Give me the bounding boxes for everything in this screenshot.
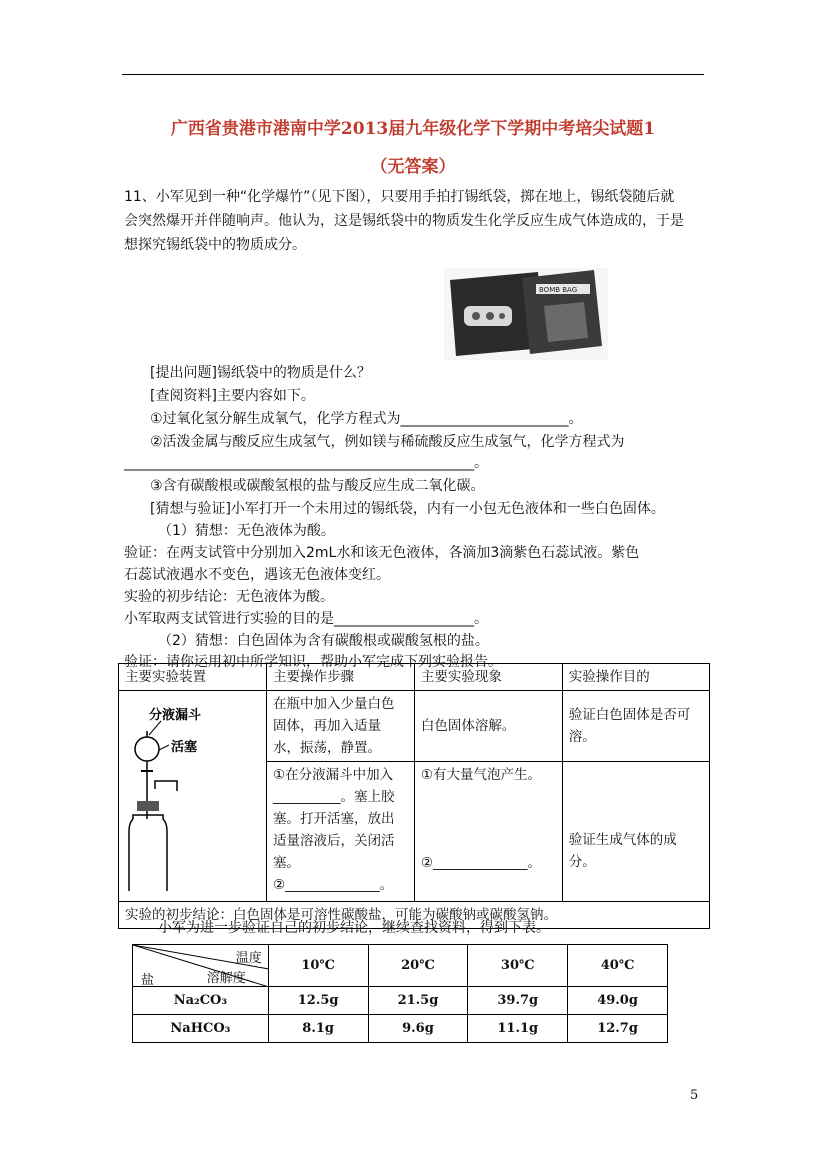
table-row <box>133 1015 668 1043</box>
row2-purpose: 验证生成气体的成分。 <box>562 762 709 902</box>
hypothesis-1: （1）猜想：无色液体为酸。 <box>158 523 335 539</box>
solubility-table <box>132 944 668 1043</box>
verify-2-intro: 验证：请你运用初中所学知识，帮助小军完成下列实验报告。 <box>124 654 502 670</box>
value-cell: 49.0g <box>568 987 668 1015</box>
salt-nahco3: NaHCO₃ <box>133 1015 269 1043</box>
firecracker-photo <box>444 268 608 360</box>
value-cell: 9.6g <box>368 1015 468 1043</box>
row1-step: 在瓶中加入少量白色固体，再加入适量水，振荡，静置。 <box>266 691 414 762</box>
hypothesis-heading: [猜想与验证]小军打开一个未用过的锡纸袋，内有一小包无色液体和一些白色固体。 <box>150 501 665 517</box>
funnel-label: 分液漏斗 <box>149 708 202 723</box>
table-row <box>133 987 668 1015</box>
page-title: 广西省贵港市港南中学2013届九年级化学下学期中考培尖试题1 <box>170 119 656 139</box>
reference-item-2-blank: __________________________________________________。 <box>124 455 488 471</box>
row2-phenomenon-cell <box>414 762 562 902</box>
header-apparatus: 主要实验装置 <box>119 664 267 691</box>
row2-phenomenon-1: ①有大量气泡产生。 <box>420 767 541 783</box>
intro-line-1: 11、小军见到一种“化学爆竹”（见下图），只要用手拍打锡纸袋，掷在地上，锡纸袋随后就 <box>124 189 675 205</box>
intro-line-3: 想探究锡纸袋中的物质成分。 <box>124 237 306 253</box>
intro-line-2: 会突然爆开并伴随响声。他认为，这是锡纸袋中的物质发生化学反应生成气体造成的，于是 <box>124 213 684 229</box>
temp-30: 30℃ <box>468 945 568 987</box>
corner-salt-label: 盐 <box>141 973 155 988</box>
reference-item-3: ③含有碳酸根或碳酸氢根的盐与酸反应生成二氧化碳。 <box>150 478 485 494</box>
temp-40: 40℃ <box>568 945 668 987</box>
separatory-funnel-apparatus <box>119 691 265 891</box>
verify-1-line-2: 石蕊试液遇水不变色，遇该无色液体变红。 <box>124 567 390 583</box>
reference-item-1: ①过氧化氢分解生成氧气，化学方程式为________________________。 <box>150 411 583 427</box>
report-header-row <box>119 664 710 691</box>
after-report-text: 小军为进一步验证自己的初步结论，继续查找资料，得到下表。 <box>158 920 550 936</box>
value-cell: 12.5g <box>268 987 368 1015</box>
value-cell: 11.1g <box>468 1015 568 1043</box>
stopcock-label: 活塞 <box>171 740 198 755</box>
header-steps: 主要操作步骤 <box>266 664 414 691</box>
salt-na2co3: Na₂CO₃ <box>133 987 269 1015</box>
row2-step-1: ①在分液漏斗中加入__________。塞上胶塞。打开活塞，放出适量溶液后，关闭活塞。 <box>272 767 395 871</box>
header-purpose: 实验操作目的 <box>562 664 709 691</box>
reference-heading: [查阅资料]主要内容如下。 <box>150 388 315 404</box>
reference-item-2: ②活泼金属与酸反应生成氢气，例如镁与稀硫酸反应生成氢气，化学方程式为 <box>150 434 625 450</box>
corner-cell <box>133 945 269 987</box>
temp-10: 10℃ <box>268 945 368 987</box>
verify-1-line-1: 验证：在两支试管中分别加入2mL水和该无色液体，各滴加3滴紫色石蕊试液。紫色 <box>124 545 640 561</box>
solubility-header-row <box>133 945 668 987</box>
question-heading: [提出问题]锡纸袋中的物质是什么？ <box>150 365 371 381</box>
header-rule <box>122 74 704 75</box>
value-cell: 21.5g <box>368 987 468 1015</box>
conclusion-1: 实验的初步结论：无色液体为酸。 <box>124 589 334 605</box>
experiment-report-table <box>118 663 710 929</box>
temp-20: 20℃ <box>368 945 468 987</box>
row2-step-2: ②______________。 <box>272 877 394 893</box>
corner-solubility-label: 溶解度 <box>206 971 246 986</box>
row1-phenomenon: 白色固体溶解。 <box>414 691 562 762</box>
apparatus-cell <box>119 691 267 902</box>
report-conclusion: 实验的初步结论：白色固体是可溶性碳酸盐，可能为碳酸钠或碳酸氢钠。 <box>119 902 710 929</box>
hypothesis-2: （2）猜想：白色固体为含有碳酸根或碳酸氢根的盐。 <box>158 633 489 649</box>
corner-temp-label: 温度 <box>235 951 262 966</box>
page-number: 5 <box>690 1088 699 1103</box>
header-phenomenon: 主要实验现象 <box>414 664 562 691</box>
row2-steps-cell <box>266 762 414 902</box>
page-subtitle: （无答案） <box>370 157 456 177</box>
row2-phenomenon-2: ②______________。 <box>420 855 541 871</box>
value-cell: 12.7g <box>568 1015 668 1043</box>
row1-purpose: 验证白色固体是否可溶。 <box>562 691 709 762</box>
bag-label: BOMB BAG <box>539 286 578 294</box>
report-row-1 <box>119 691 710 762</box>
value-cell: 39.7g <box>468 987 568 1015</box>
value-cell: 8.1g <box>268 1015 368 1043</box>
purpose-question: 小军取两支试管进行实验的目的是____________________。 <box>124 611 488 627</box>
